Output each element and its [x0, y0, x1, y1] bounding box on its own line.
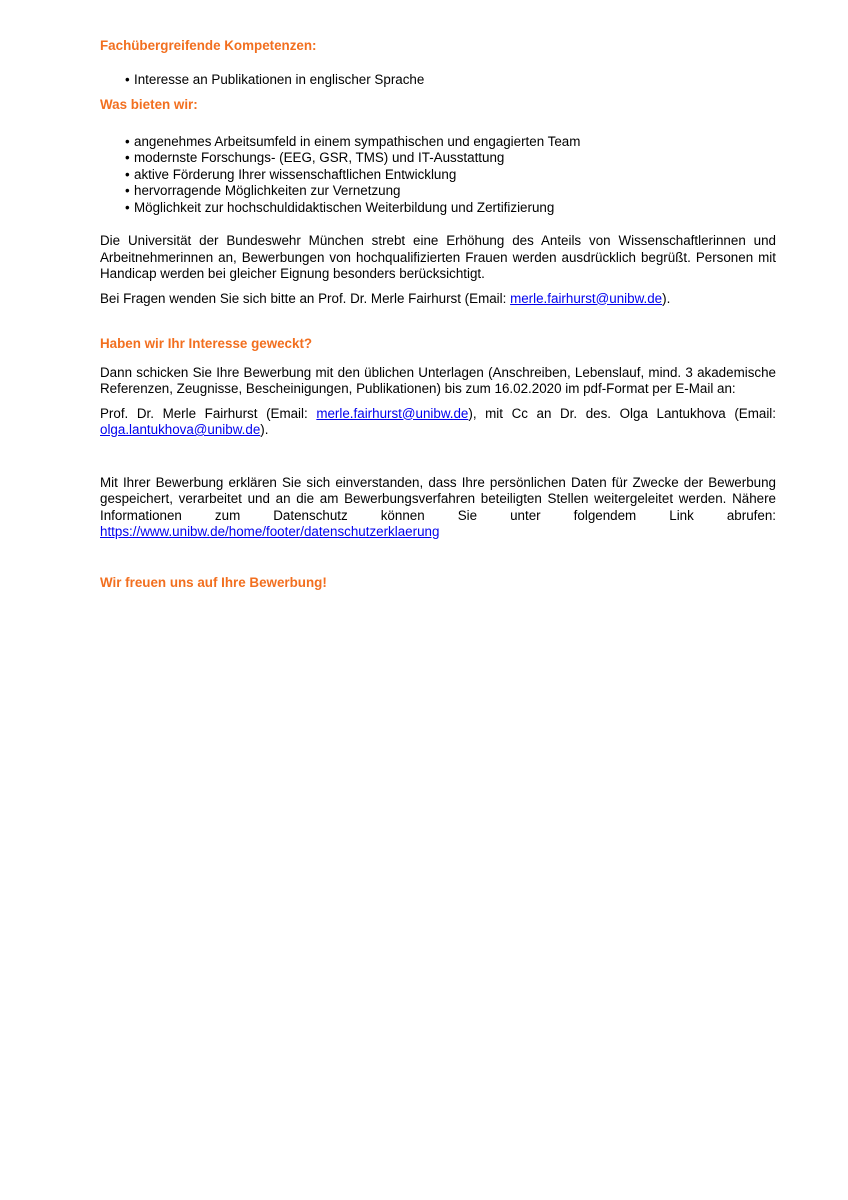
contact-text-end: ). — [260, 422, 269, 437]
questions-paragraph — [100, 291, 776, 308]
email-link-fairhurst[interactable]: merle.fairhurst@unibw.de — [510, 290, 663, 306]
list-item: • Möglichkeit zur hochschuldidaktischen Weiterbildung und Zertifizierung — [125, 200, 776, 217]
application-instructions: Dann schicken Sie Ihre Bewerbung mit den üblichen Unterlagen (Anschreiben, Lebenslauf, mind. 3 akademische Referenzen, Zeugnisse, Bescheinigungen, Publikationen) bis zum 16.02.2020 im pdf-Format per E-Mail an: — [100, 364, 776, 396]
list-item: • angenehmes Arbeitsumfeld in einem sympathischen und engagierten Team — [125, 134, 776, 151]
questions-text: Bei Fragen wenden Sie sich bitte an Prof. Dr. Merle Fairhurst (Email: — [100, 290, 511, 306]
list-item: • hervorragende Möglichkeiten zur Vernetzung — [125, 183, 776, 200]
contact-text: Prof. Dr. Merle Fairhurst (Email: — [100, 405, 317, 421]
equality-statement: Die Universität der Bundeswehr München strebt eine Erhöhung des Anteils von Wissenschaftlerinnen und Arbeitnehmerinnen an, Bewerbungen von hochqualifizierten Frauen werden ausdrücklich begrüßt. Personen mit Handicap werden bei gleicher Eignung besonders berücksichtigt. — [100, 233, 776, 281]
list-item: • aktive Förderung Ihrer wissenschaftlichen Entwicklung — [125, 167, 776, 184]
questions-text-end: ). — [662, 290, 671, 306]
privacy-text: Mit Ihrer Bewerbung erklären Sie sich einverstanden, dass Ihre persönlichen Daten für Zwecke der Bewerbung gespeichert, verarbeitet und an die am Bewerbungsverfahren beteiligten Stellen weitergeleitet werden. Nähere Informationen zum Datenschutz können Sie unter folgendem Link abrufen: — [100, 474, 776, 523]
email-link-lantukhova[interactable]: olga.lantukhova@unibw.de — [100, 422, 261, 437]
list-item: • modernste Forschungs- (EEG, GSR, TMS) und IT-Ausstattung — [125, 150, 776, 167]
interest-heading: Haben wir Ihr Interesse geweckt? — [100, 336, 313, 351]
competencies-list — [100, 72, 776, 89]
offer-list — [100, 134, 776, 217]
email-link-fairhurst[interactable]: merle.fairhurst@unibw.de — [316, 405, 469, 421]
offer-heading: Was bieten wir: — [100, 97, 198, 112]
privacy-paragraph — [100, 475, 776, 541]
privacy-policy-link[interactable]: https://www.unibw.de/home/footer/datenschutzerklaerung — [100, 524, 440, 539]
contact-text: ), mit Cc an Dr. des. Olga Lantukhova (Email: — [468, 405, 776, 421]
document-page — [100, 38, 776, 591]
contact-paragraph — [100, 406, 776, 439]
closing-heading: Wir freuen uns auf Ihre Bewerbung! — [100, 574, 327, 590]
list-item: • Interesse an Publikationen in englischer Sprache — [125, 72, 776, 89]
competencies-heading: Fachübergreifende Kompetenzen: — [100, 38, 317, 53]
